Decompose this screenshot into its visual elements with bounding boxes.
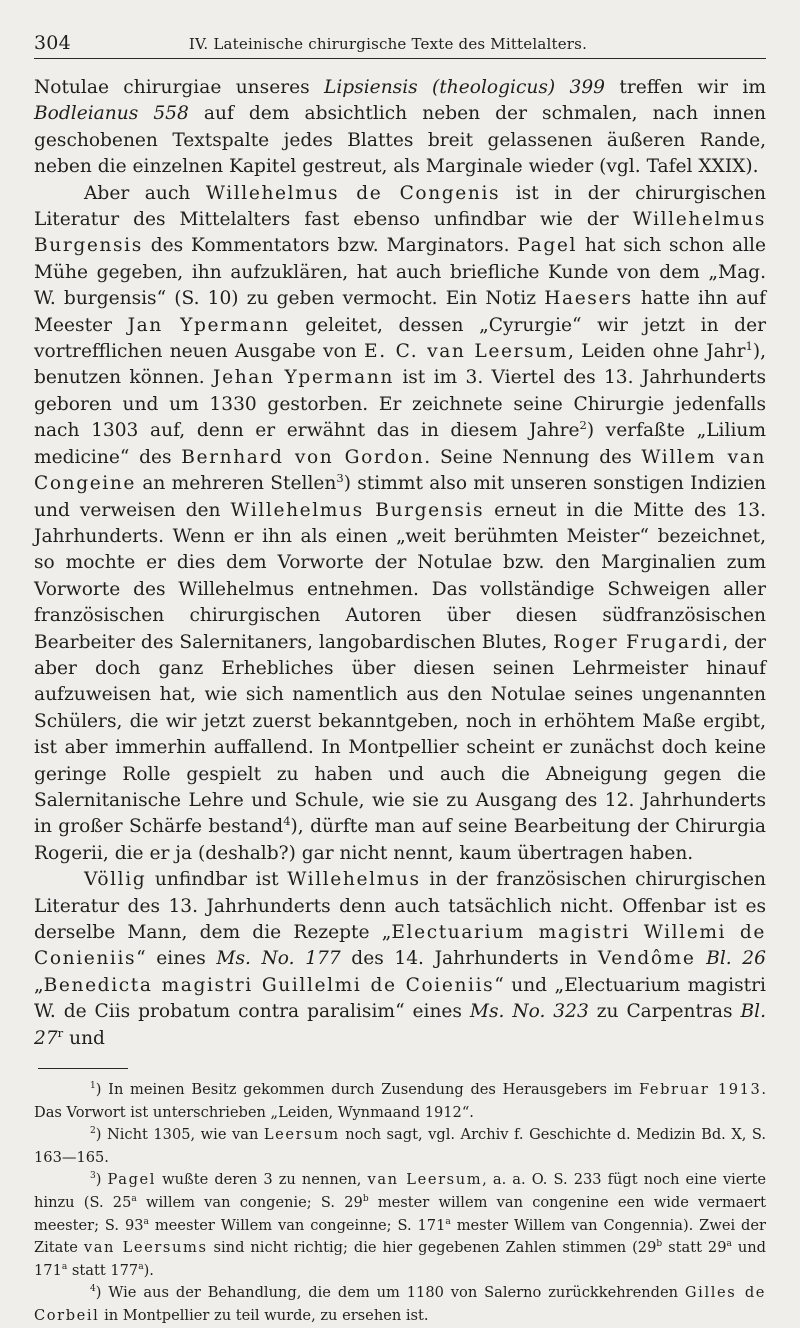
spaced-word: Völlig	[84, 869, 147, 891]
spaced-date: Februar 1913	[638, 1081, 762, 1099]
text-run: ) verfaßte „Lilium medicine“ des	[34, 420, 766, 468]
folio-reference: Bl. 27	[34, 1001, 766, 1049]
text-run: noch sagt, vgl. Archiv f. Geschichte d. Medizin Bd. X, S. 163—165.	[34, 1126, 766, 1166]
text-run: willem van congenie; S. 29	[136, 1194, 363, 1211]
page-number: 304	[34, 32, 71, 54]
column-marker: a	[138, 1261, 144, 1272]
footnote-marker: 2	[579, 418, 587, 433]
text-run: und	[63, 1027, 105, 1049]
text-run: ist im 3. Viertel des 13. Jahrhunderts geboren und um 1330 gestorben. Er zeichnete seine Chirurgie jedenfalls nach 1303 auf, denn er erwähnt das in diesem Jahre	[34, 367, 767, 442]
spaced-name: E. C. van Leersum	[364, 341, 568, 363]
spaced-name: Willem van Congeine	[34, 446, 766, 495]
spaced-name: Jan Ypermann	[127, 314, 290, 336]
text-run: statt 29	[662, 1239, 727, 1257]
text-run: „	[34, 974, 44, 996]
footnote-number: 1	[90, 1081, 96, 1092]
footnote-3	[34, 1169, 766, 1282]
text-run: in Montpellier zu teil wurde, zu ersehen ist.	[99, 1306, 429, 1324]
spaced-name: Willehelmus de Congenis	[205, 182, 501, 204]
running-head	[34, 32, 766, 59]
spaced-recipe-title: Benedicta magistri Guillelmi de Coieniis	[43, 974, 495, 996]
text-run: Aber auch	[84, 182, 206, 204]
spaced-recipe-title: Electuarium magistri Willemi de Conieniis	[34, 922, 767, 970]
spaced-name: Leersum	[263, 1126, 340, 1144]
column-marker: a	[726, 1239, 732, 1250]
spaced-name: Willehelmus Burgensis	[34, 209, 766, 257]
spaced-name: Haesers	[544, 288, 633, 310]
manuscript-reference: Ms. No. 323	[469, 1001, 589, 1023]
text-run: hat sich schon alle Mühe gegeben, ihn aufzuklären, hat auch briefliche Kunde von dem „Mag. W. burgensis“ (S. 10) zu geben vermocht. Ein Notiz	[34, 235, 766, 310]
text-run: wußte deren 3 zu nennen,	[156, 1171, 368, 1189]
recipe-title: Electuarium magistri W. de Ciis probatum contra paralisim	[34, 974, 766, 1023]
manuscript-reference: Lipsiensis (theologicus) 399	[324, 77, 605, 98]
footnote-number: 2	[90, 1126, 96, 1137]
footnote-number: 4	[90, 1284, 96, 1295]
spaced-name: Willehelmus	[287, 869, 421, 891]
text-run: ).	[143, 1261, 154, 1279]
text-run: unfindbar ist	[146, 869, 288, 891]
column-marker: a	[61, 1261, 68, 1272]
text-run: und 171	[34, 1239, 767, 1279]
spaced-name: Pagel	[517, 235, 578, 257]
spaced-name: Bernhard von Gordon	[181, 446, 425, 468]
paragraph-2	[34, 181, 766, 868]
main-text	[34, 75, 766, 1052]
spaced-place: Vendôme	[597, 948, 696, 970]
place: Carpentras	[626, 1001, 733, 1023]
text-run: ) stimmt also mit unseren sonstigen Indizien und verweisen den	[34, 473, 767, 521]
spaced-name: Willehelmus Burgensis	[230, 499, 485, 521]
text-run: mester Willem van Congennia). Zwei der Zitate	[34, 1216, 766, 1257]
column-marker: a	[143, 1216, 149, 1227]
running-title: IV. Lateinische chirurgische Texte des Mittelalters.	[188, 35, 588, 53]
text-run: treffen wir im	[605, 77, 766, 98]
manuscript-reference: Bodleianus 558	[34, 103, 189, 125]
text-run: auf dem absichtlich neben der schmalen, nach innen geschobenen Textspalte jedes Blattes breit gelassenen äußeren Rande, neben die einzelnen Kapitel gestreut, als Marginale wieder (vgl. Tafel XXIX).	[34, 103, 766, 178]
text-run: Notulae chirurgiae unseres	[34, 77, 324, 98]
paragraph-1	[34, 75, 766, 181]
text-run: “ eines	[136, 948, 217, 970]
text-run: , a. a. O. S. 233 fügt noch eine vierte hinzu (S. 25	[34, 1171, 766, 1211]
spaced-name: Jehan Ypermann	[213, 367, 394, 389]
folio-recto-marker: r	[57, 1025, 64, 1040]
footnote-marker: 3	[336, 470, 344, 485]
spaced-name: Roger Frugardi	[553, 631, 723, 653]
text-run: mester willem van congenine een wide vermaert meester; S. 93	[34, 1194, 766, 1234]
text-run: ist in der chirurgischen Literatur des Mittelalters fast ebenso unfindbar wie der	[34, 182, 766, 231]
text-run: , Leiden ohne Jahr	[568, 341, 746, 363]
spaced-name: van Leersum	[367, 1171, 483, 1189]
text-run: zu	[588, 1001, 627, 1023]
footnote-number: 3	[90, 1171, 96, 1182]
text-run: in der französischen chirurgischen Literatur des 13. Jahrhunderts denn auch tatsächlich nicht. Offenbar ist es derselbe Mann, dem die Rezepte „	[34, 869, 766, 943]
footnote-2	[34, 1124, 766, 1169]
footnote-marker: 4	[283, 814, 291, 829]
footnote-marker: 1	[745, 338, 753, 353]
text-run: “ und „	[494, 974, 565, 996]
manuscript-reference: Ms. No. 177	[216, 948, 341, 970]
text-run	[696, 948, 707, 969]
text-run: ) In meinen Besitz gekommen durch Zusendung des Herausgebers im	[95, 1081, 639, 1099]
text-run: , der aber doch ganz Erhebliches über diesen seinen Lehrmeister hinauf aufzuweisen hat, wie sich namentlich aus den Notulae seines ungenannten Schülers, die wir jetzt zuerst bekanntgeben, noch in erhöhtem Maße ergibt, ist aber immerhin auffallend. In Montpellier scheint er zunächst doch keine geringe Rolle gespielt zu haben und auch die Abneigung gegen die Salernitanische Lehre und Schule, wie sie zu Ausgang des 12. Jahrhunderts in großer Schärfe bestand	[34, 631, 766, 838]
paragraph-3	[34, 867, 766, 1052]
column-marker: a	[445, 1216, 451, 1227]
text-run: )	[95, 1171, 108, 1189]
text-run: . Das Vorwort ist unterschrieben „Leiden, Wynmaand 1912“.	[34, 1081, 766, 1121]
text-run: an mehreren Stellen	[136, 473, 337, 495]
footnote-1	[34, 1079, 766, 1124]
text-run: ) Wie aus der Behandlung, die dem um 1180 von Salerno zurückkehrenden	[95, 1284, 685, 1302]
text-run: “ eines	[395, 1001, 470, 1023]
text-run: sind nicht richtig; die hier gegebenen Zahlen stimmen (29	[207, 1239, 657, 1257]
column-marker: b	[656, 1239, 663, 1250]
text-run: geleitet, dessen „Cyrurgie“ wir jetzt in der vortrefflichen neuen Ausgabe von	[34, 314, 766, 363]
text-run: erneut in die Mitte des 13. Jahrhunderts. Wenn er ihn als einen „weit berühmten Meister“ bezeichnet, so mochte er dies dem Vorworte der Notulae bzw. den Marginalien zum Vorworte des Willehelmus entnehmen. Das vollständige Schweigen aller französischen chirurgischen Autoren über diesen südfranzösischen Bearbeiter des Salernitaners, langobardischen Blutes,	[34, 499, 767, 653]
folio-reference: Bl. 26	[706, 948, 766, 970]
text-run: hatte ihn auf Meester	[34, 288, 766, 336]
text-run: meester Willem van congeinne; S. 171	[148, 1216, 446, 1234]
spaced-name: Gilles de Corbeil	[34, 1284, 767, 1324]
text-run: des 14. Jahrhunderts in	[340, 948, 598, 970]
spaced-name: van Leersums	[83, 1239, 208, 1257]
text-run: statt 177	[67, 1261, 139, 1279]
footnote-4	[34, 1282, 766, 1327]
footnote-divider	[38, 1068, 128, 1069]
footnotes	[34, 1079, 766, 1328]
column-marker: b	[362, 1194, 369, 1205]
column-marker: a	[131, 1194, 137, 1205]
text-run: ) Nicht 1305, wie van	[95, 1126, 264, 1144]
spaced-name: Pagel	[107, 1171, 157, 1189]
text-run: . Seine Nennung des	[424, 446, 642, 468]
text-run: ), benutzen können.	[34, 341, 766, 389]
text-run: ), dürfte man auf seine Bearbeitung der Chirurgia Rogerii, die er ja (deshalb?) gar nicht nennt, kaum übertragen haben.	[34, 816, 767, 864]
text-run: des Kommentators bzw. Marginators.	[142, 235, 518, 257]
